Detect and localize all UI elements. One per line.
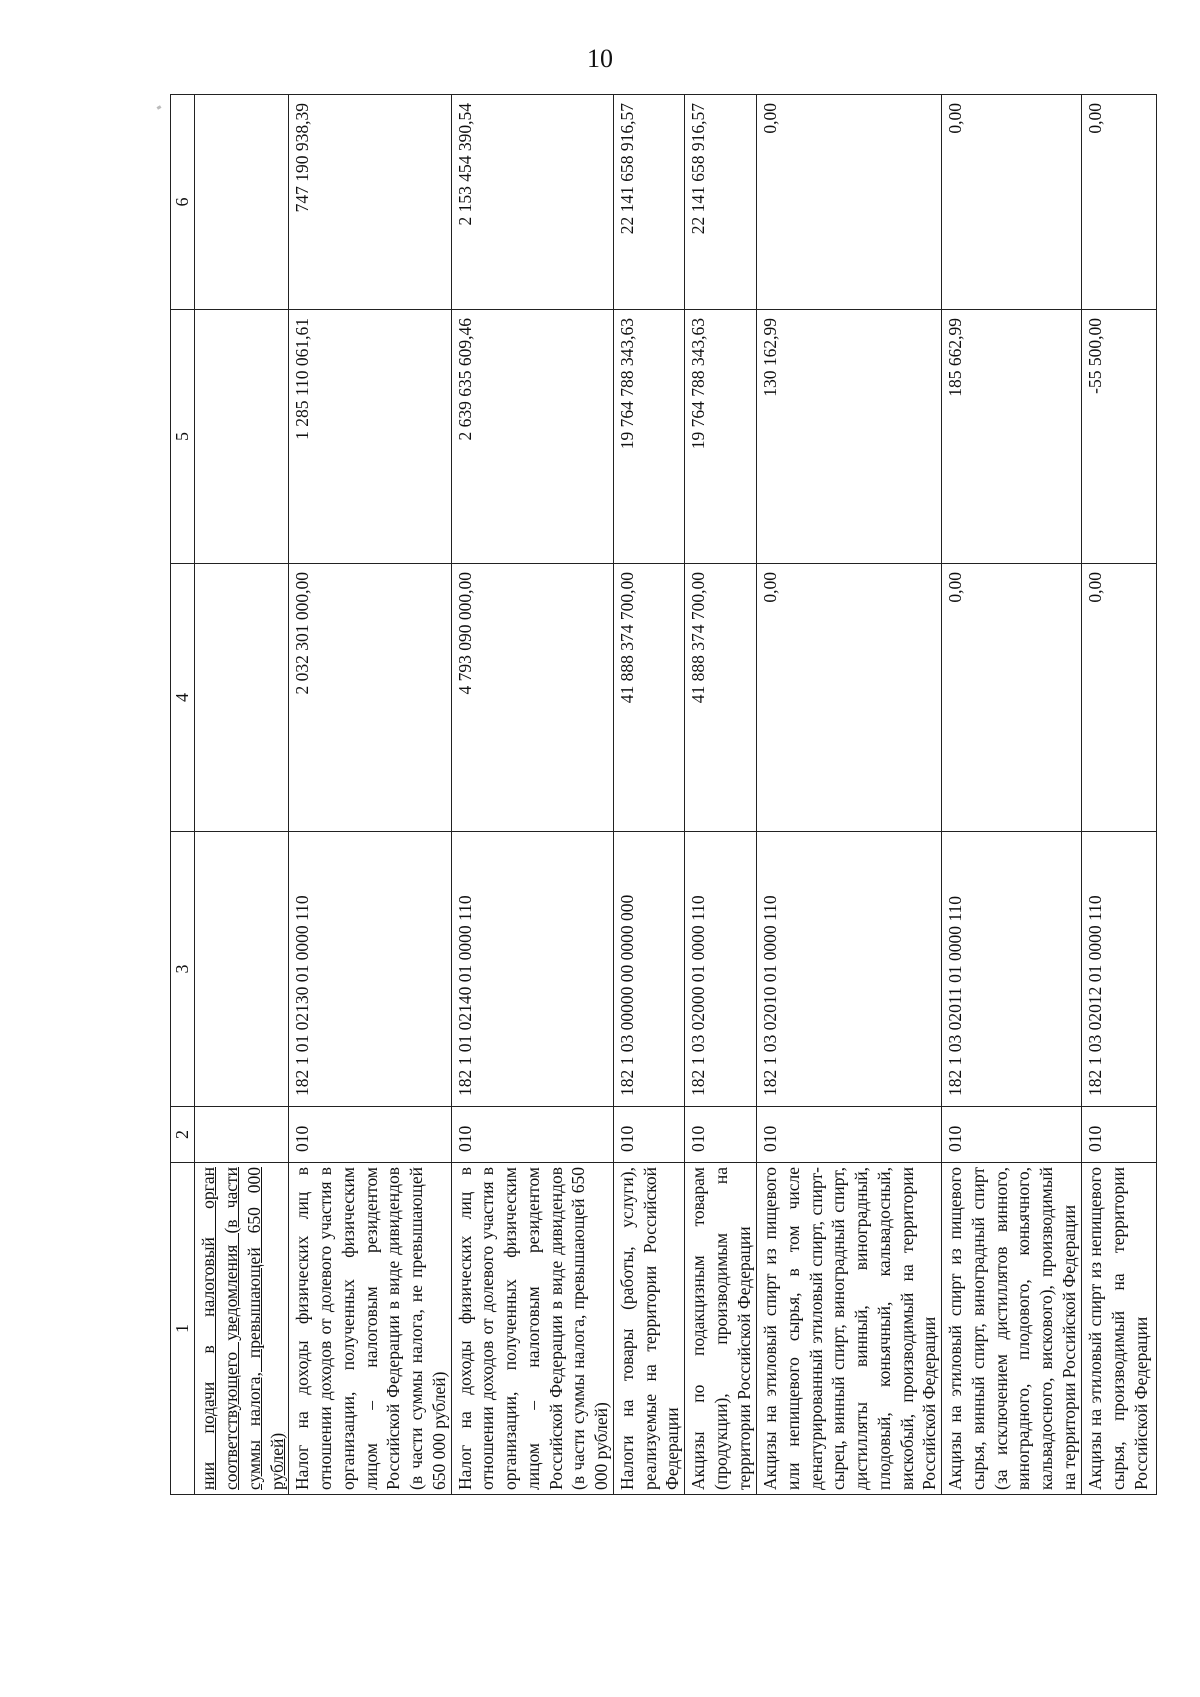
row-col5: 19 764 788 343,63 [613, 310, 684, 564]
column-header-4: 4 [171, 564, 195, 832]
column-header-5: 5 [171, 310, 195, 564]
row-code: 010 [1082, 1107, 1157, 1163]
row-kbk: 182 1 03 02011 01 0000 110 [942, 832, 1082, 1107]
row-kbk [195, 832, 289, 1107]
row-col5: 2 639 635 609,46 [451, 310, 613, 564]
table-row [451, 95, 613, 1495]
row-col4: 0,00 [1082, 564, 1157, 832]
row-col6: 0,00 [757, 95, 942, 310]
row-kbk: 182 1 03 00000 00 0000 000 [613, 832, 684, 1107]
table-row [195, 95, 289, 1495]
row-col5: 185 662,99 [942, 310, 1082, 564]
column-header-1: 1 [171, 1163, 195, 1495]
row-description: Налоги на товары (работы, услуги), реализуемые на территории Российской Федерации [613, 1163, 684, 1495]
table-row [1082, 95, 1157, 1495]
row-col4: 41 888 374 700,00 [685, 564, 757, 832]
row-col6: 22 141 658 916,57 [613, 95, 684, 310]
column-header-6: 6 [171, 95, 195, 310]
row-kbk: 182 1 03 02010 01 0000 110 [757, 832, 942, 1107]
row-code: 010 [757, 1107, 942, 1163]
row-kbk: 182 1 03 02012 01 0000 110 [1082, 832, 1157, 1107]
row-col4 [195, 564, 289, 832]
table-row [942, 95, 1082, 1495]
row-col5 [195, 310, 289, 564]
row-description: Акцизы на этиловый спирт из пищевого сырья, винный спирт, виноградный спирт (за исключением дистиллятов винного, виноградного, плодового, коньячного, кальвадосного, вискового), производимый на территории Российской Федерации [942, 1163, 1082, 1495]
row-col4: 4 793 090 000,00 [451, 564, 613, 832]
row-col6: 22 141 658 916,57 [685, 95, 757, 310]
row-col4: 0,00 [757, 564, 942, 832]
row-col6: 0,00 [1082, 95, 1157, 310]
row-description: Акцизы на этиловый спирт из непищевого сырья, производимый на территории Российской Федерации [1082, 1163, 1157, 1495]
row-description: нии подачи в налоговый орган соответствующего уведомления (в части суммы налога, превышающей 650 000 рублей) [195, 1163, 289, 1495]
row-code: 010 [685, 1107, 757, 1163]
row-col4: 41 888 374 700,00 [613, 564, 684, 832]
row-description: Акцизы по подакцизным товарам (продукции), производимым на территории Российской Федерации [685, 1163, 757, 1495]
row-col4: 2 032 301 000,00 [289, 564, 451, 832]
row-kbk: 182 1 01 02130 01 0000 110 [289, 832, 451, 1107]
table-row [613, 95, 684, 1495]
row-description: Акцизы на этиловый спирт из пищевого или непищевого сырья, в том числе денатурированный этиловый спирт, спирт-сырец, винный спирт, виноградный спирт, дистилляты винный, виноградный, плодовый, коньячный, кальвадосный, вискобый, производимый на территории Российской Федерации [757, 1163, 942, 1495]
row-kbk: 182 1 03 02000 01 0000 110 [685, 832, 757, 1107]
budget-table [170, 94, 1157, 1495]
row-col5: 19 764 788 343,63 [685, 310, 757, 564]
row-code: 010 [942, 1107, 1082, 1163]
table-row [685, 95, 757, 1495]
row-col6: 2 153 454 390,54 [451, 95, 613, 310]
row-code [195, 1107, 289, 1163]
row-description: Налог на доходы физических лиц в отношении доходов от долевого участия в организации, полученных физическим лицом – налоговым резидентом Российской Федерации в виде дивидендов (в части суммы налога, превышающей 650 000 рублей) [451, 1163, 613, 1495]
row-col5: 130 162,99 [757, 310, 942, 564]
row-code: 010 [451, 1107, 613, 1163]
page-number: 10 [587, 44, 613, 73]
table-row [757, 95, 942, 1495]
header-row [171, 95, 195, 1495]
row-col6 [195, 95, 289, 310]
row-col4: 0,00 [942, 564, 1082, 832]
rotated-table-wrapper [170, 95, 1151, 1495]
row-col6: 0,00 [942, 95, 1082, 310]
table-row [289, 95, 451, 1495]
column-header-2: 2 [171, 1107, 195, 1163]
row-kbk: 182 1 01 02140 01 0000 110 [451, 832, 613, 1107]
scan-mark [157, 105, 162, 110]
row-col5: -55 500,00 [1082, 310, 1157, 564]
row-description: Налог на доходы физических лиц в отношении доходов от долевого участия в организации, полученных физическим лицом – налоговым резидентом Российской Федерации в виде дивидендов (в части суммы налога, не превышающей 650 000 рублей) [289, 1163, 451, 1495]
row-col6: 747 190 938,39 [289, 95, 451, 310]
row-col5: 1 285 110 061,61 [289, 310, 451, 564]
row-code: 010 [289, 1107, 451, 1163]
column-header-3: 3 [171, 832, 195, 1107]
row-code: 010 [613, 1107, 684, 1163]
